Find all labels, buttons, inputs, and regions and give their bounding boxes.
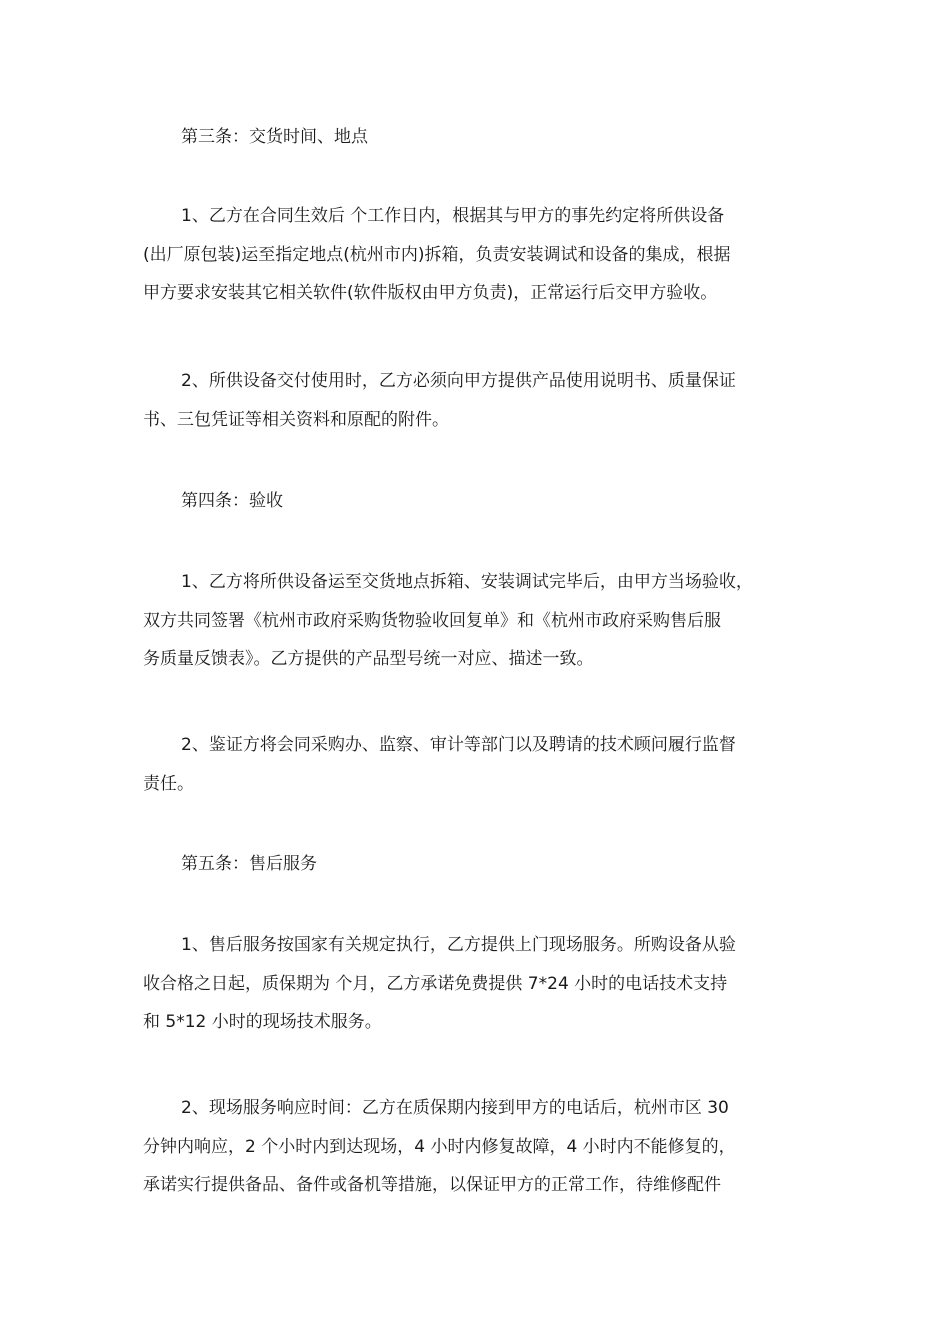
text-line: 2、所供设备交付使用时，乙方必须向甲方提供产品使用说明书、质量保证 [181,371,736,391]
text-line: 书、三包凭证等相关资料和原配的附件。 [143,409,449,430]
text-line: 承诺实行提供备品、备件或备机等措施，以保证甲方的正常工作，待维修配件 [143,1175,721,1195]
text-line: 双方共同签署《杭州市政府采购货物验收回复单》和《杭州市政府采购售后服 [143,610,721,631]
text-line: 收合格之日起，质保期为 个月，乙方承诺免费提供 7*24 小时的电话技术支持 [143,973,728,994]
text-line: 分钟内响应，2 个小时内到达现场，4 小时内修复故障，4 小时内不能修复的， [143,1136,736,1157]
clause-3-2 [143,362,813,439]
section-heading-3 [143,118,813,157]
text-line: 1、售后服务按国家有关规定执行，乙方提供上门现场服务。所购设备从验 [181,935,736,955]
text-line: (出厂原包装)运至指定地点(杭州市内)拆箱，负责安装调试和设备的集成，根据 [143,244,731,265]
text-line: 1、乙方将所供设备运至交货地点拆箱、安装调试完毕后，由甲方当场验收， [181,572,753,592]
text-line: 第四条：验收 [181,491,283,511]
clause-4-2 [143,726,813,803]
text-line: 第五条：售后服务 [181,854,317,874]
text-line: 1、乙方在合同生效后 个工作日内，根据其与甲方的事先约定将所供设备 [181,206,725,226]
clause-5-1 [143,926,813,1042]
text-line: 2、现场服务响应时间：乙方在质保期内接到甲方的电话后，杭州市区 30 [181,1098,729,1118]
text-line: 2、鉴证方将会同采购办、监察、审计等部门以及聘请的技术顾问履行监督 [181,735,736,755]
text-line: 和 5*12 小时的现场技术服务。 [143,1012,382,1032]
clause-4-1 [143,563,813,679]
text-line: 务质量反馈表》。乙方提供的产品型号统一对应、描述一致。 [143,649,594,669]
text-line: 第三条：交货时间、地点 [181,127,368,147]
text-line: 责任。 [143,773,194,794]
section-heading-4 [143,482,813,521]
clause-5-2 [143,1089,813,1205]
clause-3-1 [143,197,813,313]
text-line: 甲方要求安装其它相关软件(软件版权由甲方负责)，正常运行后交甲方验收。 [143,283,718,303]
section-heading-5 [143,845,813,884]
